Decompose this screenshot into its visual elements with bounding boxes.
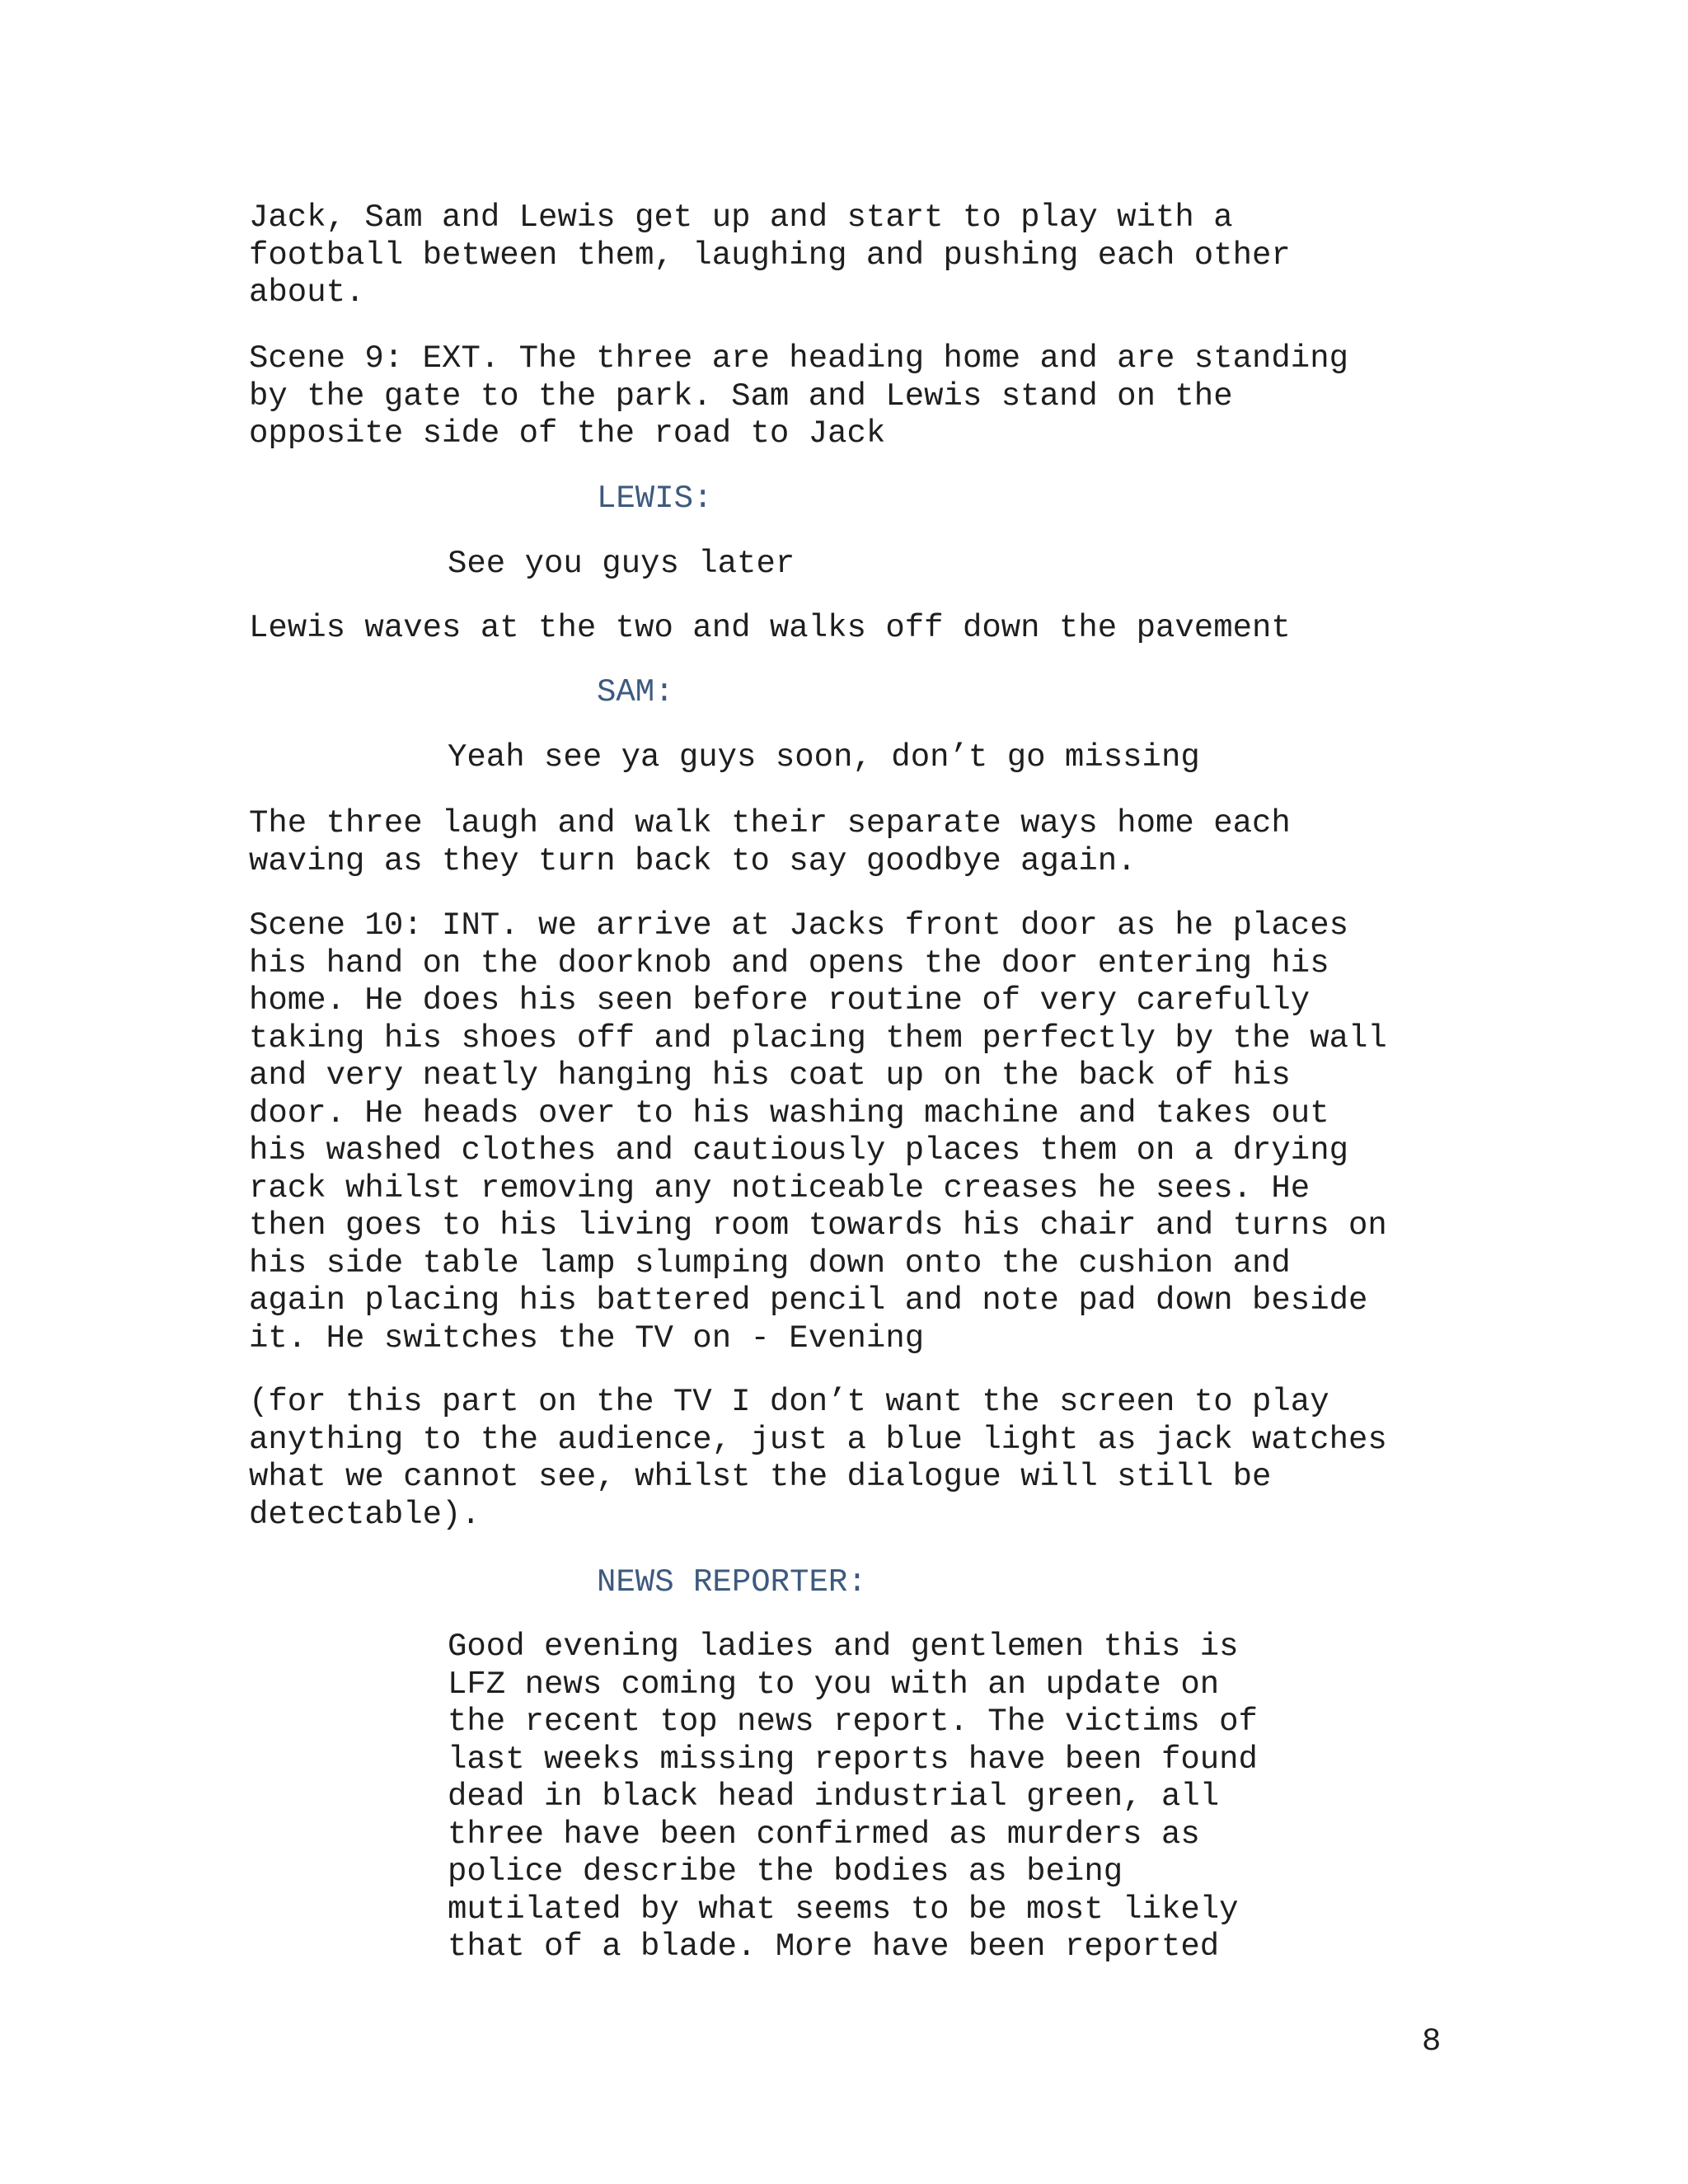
text-line: (for this part on the TV I don’t want the screen to play bbox=[249, 1384, 1329, 1420]
text-line: three have been confirmed as murders as bbox=[448, 1816, 1200, 1853]
text-line: Scene 10: INT. we arrive at Jacks front door as he places bbox=[249, 907, 1349, 944]
text-line: anything to the audience, just a blue light as jack watches bbox=[249, 1421, 1387, 1458]
text-line: his hand on the doorknob and opens the door entering his bbox=[249, 944, 1329, 982]
text-line: what we cannot see, whilst the dialogue will still be bbox=[249, 1459, 1272, 1495]
text-line: it. He switches the TV on - Evening bbox=[249, 1319, 925, 1357]
text-line: The three laugh and walk their separate ways home each bbox=[249, 805, 1291, 841]
character-name-sam: SAM: bbox=[597, 674, 674, 710]
text-line: Scene 9: EXT. The three are heading home and are standing bbox=[249, 340, 1349, 377]
text-line: home. He does his seen before routine of very carefully bbox=[249, 982, 1311, 1019]
text-line: his side table lamp slumping down onto the cushion and bbox=[249, 1244, 1291, 1282]
text-line: Jack, Sam and Lewis get up and start to play with a bbox=[249, 199, 1233, 236]
action-paragraph-lewis-leaves: Lewis waves at the two and walks off down the pavement bbox=[249, 610, 1291, 646]
action-paragraph-football bbox=[249, 199, 1291, 312]
text-line: about. bbox=[249, 274, 365, 311]
text-line: taking his shoes off and placing them perfectly by the wall bbox=[249, 1019, 1387, 1057]
text-line: that of a blade. More have been reported bbox=[448, 1929, 1220, 1965]
text-line: then goes to his living room towards his chair and turns on bbox=[249, 1207, 1387, 1244]
text-line: mutilated by what seems to be most likely bbox=[448, 1891, 1239, 1928]
page-number: 8 bbox=[1422, 2023, 1442, 2060]
text-line: and very neatly hanging his coat up on the back of his bbox=[249, 1057, 1291, 1094]
text-line: dead in black head industrial green, all bbox=[448, 1779, 1220, 1815]
production-note bbox=[249, 1384, 1387, 1534]
text-line: his washed clothes and cautiously places them on a drying bbox=[249, 1132, 1349, 1169]
text-line: by the gate to the park. Sam and Lewis stand on the bbox=[249, 377, 1233, 415]
character-name-lewis: LEWIS: bbox=[597, 480, 713, 517]
text-line: rack whilst removing any noticeable creases he sees. He bbox=[249, 1169, 1311, 1207]
character-name-news-reporter: NEWS REPORTER: bbox=[597, 1564, 867, 1601]
dialogue-lewis: See you guys later bbox=[448, 546, 795, 582]
text-line: door. He heads over to his washing machine and takes out bbox=[249, 1094, 1329, 1132]
action-paragraph-goodbye bbox=[249, 805, 1291, 880]
scene-heading-10 bbox=[249, 907, 1387, 1357]
text-line: again placing his battered pencil and note pad down beside bbox=[249, 1282, 1368, 1319]
text-line: waving as they turn back to say goodbye again. bbox=[249, 842, 1137, 879]
dialogue-sam: Yeah see ya guys soon, don’t go missing bbox=[448, 739, 1200, 776]
text-line: LFZ news coming to you with an update on bbox=[448, 1666, 1220, 1703]
text-line: Good evening ladies and gentlemen this is bbox=[448, 1629, 1239, 1665]
text-line: last weeks missing reports have been found bbox=[448, 1741, 1258, 1778]
dialogue-news-reporter bbox=[448, 1629, 1258, 1966]
text-line: opposite side of the road to Jack bbox=[249, 415, 886, 452]
text-line: detectable). bbox=[249, 1496, 481, 1533]
text-line: the recent top news report. The victims of bbox=[448, 1704, 1258, 1740]
scene-heading-9 bbox=[249, 340, 1348, 453]
text-line: football between them, laughing and pushing each other bbox=[249, 237, 1291, 274]
text-line: police describe the bodies as being bbox=[448, 1854, 1123, 1890]
